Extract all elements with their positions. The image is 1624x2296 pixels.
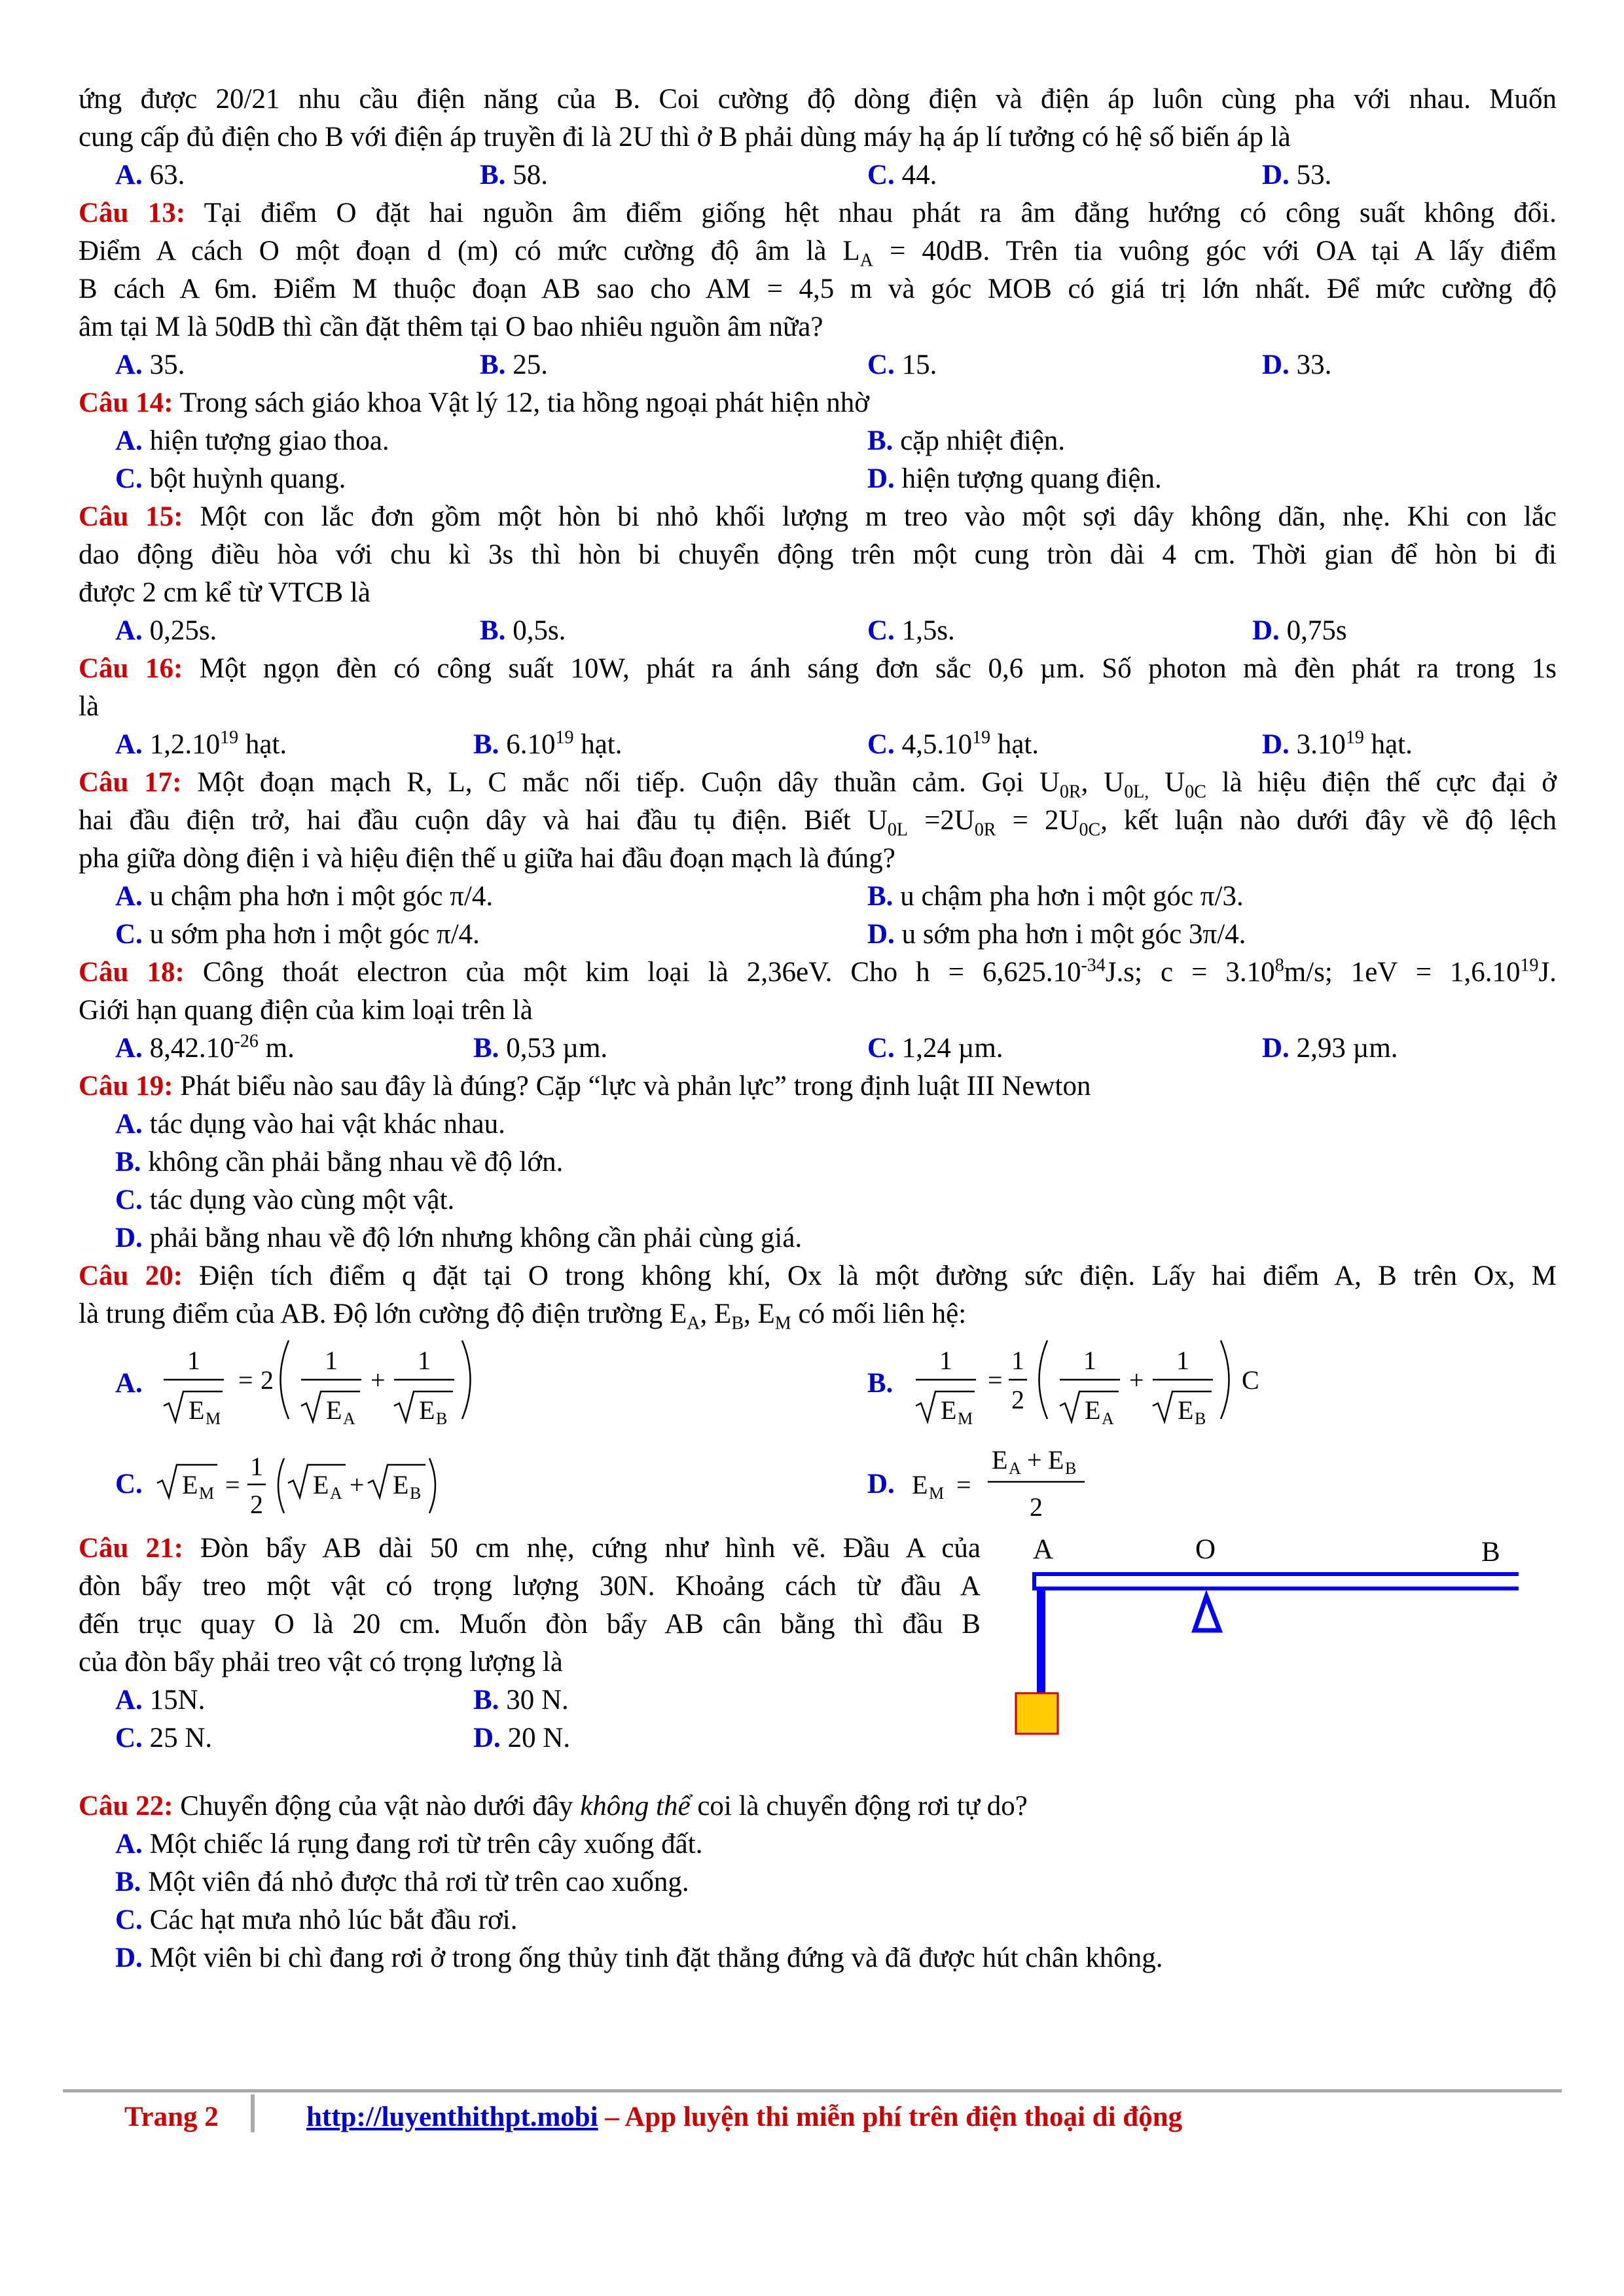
footer-tagline: – App luyện thi miễn phí trên điện thoại di động — [598, 2102, 1183, 2132]
q22-option-d: D. Một viên bi chì đang rơi ở trong ống thủy tinh đặt thẳng đứng và đã được hút chân không. — [115, 1943, 1163, 1973]
svg-text:M: M — [206, 1409, 221, 1428]
svg-text:1: 1 — [325, 1346, 338, 1375]
q22-option-c: C. Các hạt mưa nhỏ lúc bắt đầu rơi. — [115, 1905, 518, 1935]
q13-line-1: Câu 13: Tại điểm O đặt hai nguồn âm điểm giống hệt nhau phát ra âm đẳng hướng có công suất không đổi. — [79, 198, 1557, 228]
q13-option-d: D. 33. — [1262, 350, 1332, 380]
svg-text:E: E — [941, 1395, 957, 1425]
footer-text — [306, 2101, 1182, 2133]
q18-option-d: D. 2,93 µm. — [1262, 1033, 1398, 1064]
q21-line-3: đến trục quay O là 20 cm. Muốn đòn bẩy AB cân bằng thì đầu B — [79, 1609, 981, 1640]
q21-line-2: đòn bẩy treo một vật có trọng lượng 30N. Khoảng cách từ đầu A — [79, 1571, 981, 1602]
svg-text:+: + — [350, 1470, 365, 1499]
svg-text:E: E — [419, 1395, 435, 1425]
svg-text:E: E — [313, 1470, 329, 1499]
q17-option-a: A. u chậm pha hơn i một góc π/4. — [115, 881, 494, 912]
q22-line-1: Câu 22: Chuyển động của vật nào dưới đây không thể coi là chuyển động rơi tự do? — [79, 1791, 1028, 1821]
q13-option-c: C. 15. — [867, 350, 937, 380]
svg-text:+: + — [1027, 1445, 1042, 1475]
q20-formula-c — [154, 1445, 495, 1524]
svg-text:B: B — [436, 1409, 448, 1428]
q13-line-3: B cách A 6m. Điểm M thuộc đoạn AB sao cho AM = 4,5 m và góc MOB có giá trị lớn nhất. Để mức cường độ — [79, 274, 1557, 304]
svg-text:E: E — [912, 1470, 928, 1499]
svg-text:M: M — [929, 1484, 945, 1503]
q21-option-a: A. 15N. — [115, 1685, 206, 1715]
svg-text:+: + — [370, 1365, 386, 1395]
hanging-rod — [1037, 1588, 1045, 1693]
svg-text:2: 2 — [250, 1490, 263, 1519]
q17-option-c: C. u sớm pha hơn i một góc π/4. — [115, 919, 480, 950]
q20-option-c-label: C. — [115, 1469, 143, 1499]
q18-option-a: A. $8,42.10^{-26}$ m. — [115, 1031, 295, 1064]
footer-rule — [63, 2089, 1562, 2092]
q20-option-a-label: A. — [115, 1368, 143, 1399]
q21-option-b: B. 30 N. — [473, 1685, 569, 1715]
intro-option-d: D. 53. — [1262, 160, 1332, 190]
q19-option-a: A. tác dụng vào hai vật khác nhau. — [115, 1109, 505, 1139]
q17-option-d: D. u sớm pha hơn i một góc 3π/4. — [867, 919, 1246, 950]
fulcrum-icon — [1195, 1596, 1219, 1630]
q15-option-d: D. 0,75s — [1252, 615, 1347, 646]
svg-text:C: C — [1242, 1365, 1259, 1395]
q16-option-d: D. 3.10$^{19}$ hạt. — [1262, 727, 1413, 760]
svg-text:1: 1 — [939, 1346, 952, 1375]
q15-line-2: dao động điều hòa với chu kì 3s thì hòn bi chuyển động trên một cung tròn dài 4 cm. Thời gian để hòn bi đi — [79, 539, 1557, 570]
q22-option-b: B. Một viên đá nhỏ được thả rơi từ trên cao xuống. — [115, 1867, 689, 1897]
q14-option-c: C. bột huỳnh quang. — [115, 463, 346, 494]
intro-option-c: C. 44. — [867, 160, 937, 190]
svg-text:M: M — [958, 1409, 973, 1428]
svg-text:1: 1 — [250, 1452, 263, 1481]
q13-line-2: Điểm A cách O một đoạn d (m) có mức cường độ âm là $L_A = 40dB$. Trên tia vuông góc với OA tại A lấy điểm — [79, 236, 1557, 271]
q18-line-1: Câu 18: Công thoát electron của một kim loại là 2,36eV. Cho $h = 6,625.10^{-34}J.s$; $c = 3.10^8m/s$; $1eV = 1,6.10^{19}J$. — [79, 955, 1557, 988]
q20-line-1: Câu 20: Điện tích điểm q đặt tại O trong không khí, Ox là một đường sức điện. Lấy hai điểm A, B trên Ox, M — [79, 1261, 1557, 1291]
site-link[interactable]: http://luyenthithpt.mobi — [306, 2102, 598, 2132]
q21-line-1: Câu 21: Đòn bẩy AB dài 50 cm nhẹ, cứng như hình vẽ. Đầu A của — [79, 1533, 981, 1564]
svg-text:A: A — [1102, 1409, 1114, 1428]
svg-text:B: B — [1065, 1459, 1077, 1478]
q21-option-d: D. 20 N. — [473, 1723, 571, 1753]
intro-line-1: ứng được 20/21 nhu cầu điện năng của B. Coi cường độ dòng điện và điện áp luôn cùng pha với nhau. Muốn — [79, 84, 1557, 115]
q15-line-3: được 2 cm kể từ VTCB là — [79, 577, 370, 608]
svg-text:E: E — [1178, 1395, 1194, 1425]
q15-option-c: C. 1,5s. — [867, 615, 955, 646]
q14-line-1: Câu 14: Trong sách giáo khoa Vật lý 12, tia hồng ngoại phát hiện nhờ — [79, 387, 869, 418]
q16-option-a: A. 1,2.10$^{19}$ hạt. — [115, 727, 287, 760]
svg-text:=: = — [238, 1365, 253, 1395]
svg-text:E: E — [1048, 1445, 1064, 1475]
svg-text:1: 1 — [418, 1346, 431, 1375]
svg-text:E: E — [182, 1470, 198, 1499]
svg-text:E: E — [1085, 1395, 1101, 1425]
svg-text:2: 2 — [1011, 1385, 1024, 1414]
q20-formula-a — [154, 1335, 508, 1433]
q20-option-b-label: B. — [867, 1368, 893, 1399]
q17-line-1: Câu 17: Một đoạn mạch R, L, C mắc nối tiếp. Cuộn dây thuần cảm. Gọi $U_{0R}$, $U_{0L,}$ $U_{0C}$ là hiệu điện thế cực đại ở — [79, 767, 1557, 802]
svg-text:E: E — [326, 1395, 342, 1425]
svg-text:+: + — [1129, 1365, 1144, 1395]
lever-beam — [1034, 1574, 1519, 1588]
q14-option-a: A. hiện tượng giao thoa. — [115, 425, 389, 456]
svg-text:=: = — [956, 1470, 971, 1499]
q18-line-2: Giới hạn quang điện của kim loại trên là — [79, 995, 533, 1026]
formula-a-num: 1 — [187, 1346, 200, 1375]
lever-label-b: B — [1481, 1537, 1500, 1568]
q15-line-1: Câu 15: Một con lắc đơn gồm một hòn bi nhỏ khối lượng m treo vào một sợi dây không dãn, nhẹ. Khi con lắc — [79, 501, 1557, 532]
svg-text:2: 2 — [1030, 1492, 1043, 1522]
q18-option-c: C. 1,24 µm. — [867, 1033, 1003, 1064]
q16-option-c: C. 4,5.10$^{19}$ hạt. — [867, 727, 1039, 760]
page-number: Trang 2 — [124, 2102, 219, 2132]
lever-label-o: O — [1195, 1534, 1216, 1565]
q16-option-b: B. 6.10$^{19}$ hạt. — [473, 727, 623, 760]
svg-text:2: 2 — [261, 1365, 274, 1395]
svg-text:E: E — [393, 1470, 409, 1499]
svg-text:=: = — [988, 1365, 1003, 1395]
q13-option-b: B. 25. — [480, 350, 548, 380]
lever-label-a: A — [1033, 1534, 1054, 1565]
q19-line-1: Câu 19: Phát biểu nào sau đây là đúng? Cặp “lực và phản lực” trong định luật III Newton — [79, 1071, 1091, 1102]
q20-line-2: là trung điểm của AB. Độ lớn cường độ điện trường $E_A$, $E_B$, $E_M$ có mối liên hệ: — [79, 1299, 967, 1334]
svg-text:B: B — [1195, 1409, 1206, 1428]
q19-option-c: C. tác dụng vào cùng một vật. — [115, 1185, 455, 1215]
svg-text:=: = — [225, 1470, 240, 1499]
q20-formula-d — [907, 1440, 1116, 1525]
q17-option-b: B. u chậm pha hơn i một góc π/3. — [867, 881, 1244, 912]
svg-text:1: 1 — [1083, 1346, 1096, 1375]
q13-line-4: âm tại M là 50dB thì cần đặt thêm tại O bao nhiêu nguồn âm nữa? — [79, 312, 823, 342]
svg-text:A: A — [343, 1409, 355, 1428]
q19-option-b: B. không cần phải bằng nhau về độ lớn. — [115, 1147, 564, 1177]
q17-line-3: pha giữa dòng điện i và hiệu điện thế u giữa hai đầu đoạn mạch là đúng? — [79, 843, 895, 874]
svg-text:1: 1 — [1011, 1346, 1024, 1375]
q16-line-1: Câu 16: Một ngọn đèn có công suất 10W, phát ra ánh sáng đơn sắc 0,6 µm. Số photon mà đèn phát ra trong 1s — [79, 653, 1557, 684]
weight-block — [1016, 1693, 1058, 1734]
q14-option-d: D. hiện tượng quang điện. — [867, 463, 1162, 494]
q21-line-4: của đòn bẩy phải treo vật có trọng lượng là — [79, 1647, 563, 1677]
svg-text:1: 1 — [1176, 1346, 1189, 1375]
svg-text:A: A — [1009, 1459, 1021, 1478]
q16-line-2: là — [79, 691, 99, 722]
svg-text:M: M — [199, 1484, 215, 1503]
q14-option-b: B. cặp nhiệt điện. — [867, 425, 1066, 456]
svg-text:E: E — [992, 1445, 1008, 1475]
q19-option-d: D. phải bằng nhau về độ lớn nhưng không cần phải cùng giá. — [115, 1223, 803, 1253]
q20-option-d-label: D. — [867, 1469, 895, 1499]
q21-option-c: C. 25 N. — [115, 1723, 213, 1753]
q18-option-b: B. 0,53 µm. — [473, 1033, 608, 1064]
q13-option-a: A. 35. — [115, 350, 185, 380]
q15-option-b: B. 0,5s. — [480, 615, 566, 646]
svg-text:A: A — [330, 1484, 342, 1503]
intro-line-2: cung cấp đủ điện cho B với điện áp truyền đi là 2U thì ở B phải dùng máy hạ áp lí tưởng có hệ số biến áp là — [79, 122, 1291, 152]
q20-formula-b — [907, 1335, 1286, 1433]
svg-text:E: E — [189, 1395, 205, 1425]
q15-option-a: A. 0,25s. — [115, 615, 217, 646]
footer-separator — [251, 2094, 255, 2132]
intro-option-a: A. 63. — [115, 160, 185, 190]
q17-line-2: hai đầu điện trở, hai đầu cuộn dây và hai đầu tụ điện. Biết $U_{0L} =2U_{0R} = 2U_{0C}$, kết luận nào dưới đây về độ lệch — [79, 805, 1557, 840]
q22-option-a: A. Một chiếc lá rụng đang rơi từ trên cây xuống đất. — [115, 1829, 703, 1859]
svg-text:B: B — [410, 1484, 422, 1503]
intro-option-b: B. 58. — [480, 160, 548, 190]
lever-figure — [1008, 1528, 1519, 1751]
